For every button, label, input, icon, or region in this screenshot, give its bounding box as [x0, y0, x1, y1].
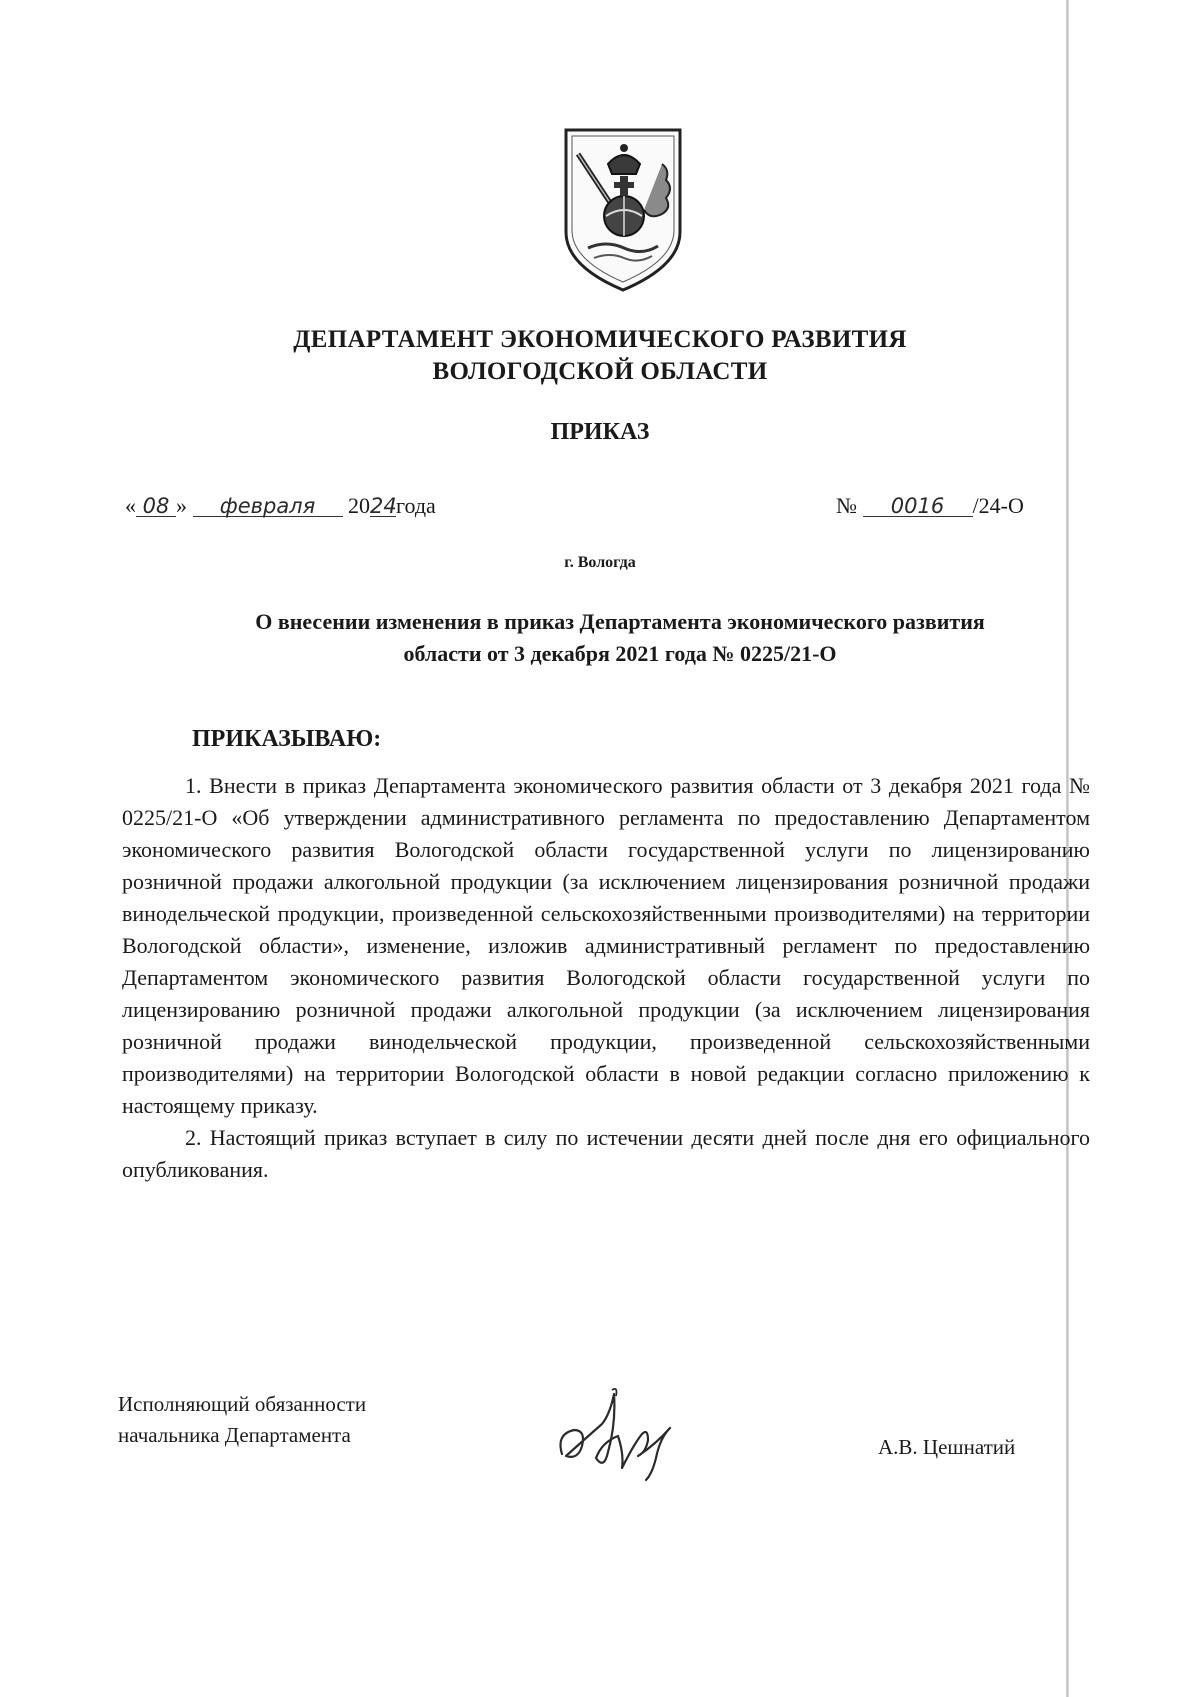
order-subject-line2: области от 3 декабря 2021 года № 0225/21-О: [403, 641, 837, 666]
order-year-word: года: [396, 493, 436, 518]
number-sign: №: [836, 493, 857, 518]
order-paragraph-2: 2. Настоящий приказ вступает в силу по истечении десяти дней после дня его официального опубликования.: [122, 1125, 1090, 1182]
order-number-suffix: /24-О: [972, 493, 1024, 518]
order-city: г. Вологда: [564, 554, 636, 571]
order-date: « 08 » февраля 2024года: [125, 493, 436, 518]
order-subject-line1: О внесении изменения в приказ Департамента экономического развития: [255, 609, 985, 634]
coat-of-arms-icon: [558, 124, 688, 294]
order-year-suffix: 24: [370, 494, 397, 518]
order-number: [836, 493, 1024, 519]
order-number-hand: 0016: [863, 496, 973, 517]
decree-heading: ПРИКАЗЫВАЮ:: [192, 726, 382, 752]
document-type-title: ПРИКАЗ: [550, 419, 650, 445]
signer-position-line2: начальника Департамента: [118, 1423, 351, 1447]
signer-name: А.В. Цешнатий: [878, 1435, 1016, 1459]
handwritten-signature-icon: [552, 1384, 682, 1484]
order-day: 08: [136, 496, 176, 517]
order-paragraph-1: 1. Внести в приказ Департамента экономического развития области от 3 декабря 2021 года № 0225/21-О «Об утверждении административного регламента по предоставлению Департаментом экономического развития Вологодской области государственной услуги по лицензированию розничной продажи алкогольной продукции (за исключением лицензирования розничной продажи винодельческой продукции, произведенной сельскохозяйственными производителями) на территории Вологодской области», изменение, изложив административный регламент по предоставлению Департаментом экономического развития Вологодской области государственной услуги по лицензированию розничной продажи алкогольной продукции (за исключением лицензирования розничной продажи винодельческой продукции, произведенной сельскохозяйственными производителями) на территории Вологодской области в новой редакции согласно приложению к настоящему приказу.: [122, 773, 1090, 1118]
order-body: [122, 770, 1090, 1186]
department-name-line1: ДЕПАРТАМЕНТ ЭКОНОМИЧЕСКОГО РАЗВИТИЯ: [293, 326, 907, 353]
order-year-prefix: 20: [348, 493, 370, 518]
signer-position-line1: Исполняющий обязанности: [118, 1392, 367, 1416]
order-month: февраля: [193, 496, 343, 517]
department-name-line2: ВОЛОГОДСКОЙ ОБЛАСТИ: [432, 358, 768, 385]
